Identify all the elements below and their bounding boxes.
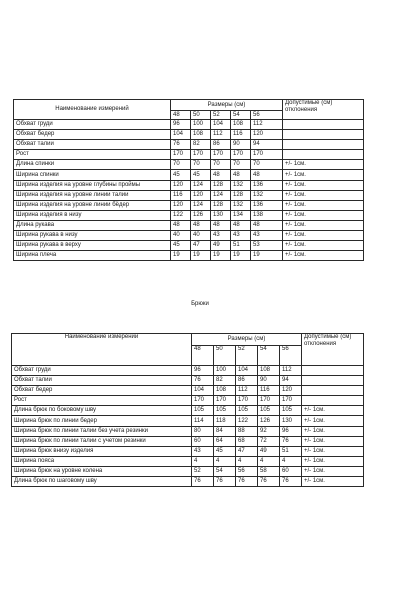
tolerance-value: +/- 1см. bbox=[302, 477, 364, 487]
table-row bbox=[12, 446, 364, 456]
size-value: 48 bbox=[211, 220, 231, 230]
table-row bbox=[14, 140, 364, 150]
size-value: 124 bbox=[191, 180, 211, 190]
size-header: 52 bbox=[236, 346, 258, 366]
size-value: 112 bbox=[280, 366, 302, 376]
measurement-name: Ширина изделия на уровне глубины проймы bbox=[14, 180, 171, 190]
header-name: Наименование измерений bbox=[12, 334, 192, 366]
size-value: 116 bbox=[171, 190, 191, 200]
size-value: 45 bbox=[171, 170, 191, 180]
size-value: 70 bbox=[251, 160, 283, 170]
measurement-name: Обхват бедер bbox=[12, 386, 192, 396]
size-value: 4 bbox=[192, 456, 214, 466]
table-row bbox=[14, 251, 364, 261]
size-value: 48 bbox=[211, 170, 231, 180]
table-row bbox=[14, 200, 364, 210]
size-value: 82 bbox=[191, 140, 211, 150]
size-value: 105 bbox=[236, 406, 258, 416]
size-value: 76 bbox=[280, 436, 302, 446]
size-value: 170 bbox=[231, 150, 251, 160]
size-value: 70 bbox=[171, 160, 191, 170]
tolerance-value: +/- 1см. bbox=[283, 231, 364, 241]
size-value: 120 bbox=[171, 180, 191, 190]
tolerance-value bbox=[283, 150, 364, 160]
size-value: 124 bbox=[211, 190, 231, 200]
size-value: 19 bbox=[251, 251, 283, 261]
measurement-name: Ширина брюк внизу изделия bbox=[12, 446, 192, 456]
measurement-name: Длина брюк по боковому шву bbox=[12, 406, 192, 416]
size-value: 170 bbox=[236, 396, 258, 406]
size-value: 132 bbox=[231, 180, 251, 190]
size-value: 128 bbox=[231, 190, 251, 200]
size-value: 105 bbox=[280, 406, 302, 416]
tolerance-value bbox=[283, 140, 364, 150]
measurement-name: Ширина брюк по линии талии без учета резинки bbox=[12, 426, 192, 436]
size-value: 40 bbox=[191, 231, 211, 241]
size-value: 76 bbox=[192, 477, 214, 487]
size-value: 136 bbox=[251, 200, 283, 210]
size-value: 170 bbox=[280, 396, 302, 406]
tolerance-value: +/- 1см. bbox=[302, 406, 364, 416]
size-value: 130 bbox=[280, 416, 302, 426]
measurement-name: Длина спинки bbox=[14, 160, 171, 170]
size-value: 53 bbox=[251, 241, 283, 251]
measurement-name: Ширина брюк по линии бедер bbox=[12, 416, 192, 426]
size-value: 108 bbox=[231, 120, 251, 130]
size-value: 94 bbox=[251, 140, 283, 150]
tolerance-value bbox=[283, 130, 364, 140]
header-tolerance: Допустимые (см) отклонения bbox=[302, 334, 364, 366]
tolerance-value: +/- 1см. bbox=[283, 241, 364, 251]
size-value: 138 bbox=[251, 210, 283, 220]
size-value: 70 bbox=[191, 160, 211, 170]
size-value: 19 bbox=[231, 251, 251, 261]
table-row bbox=[12, 436, 364, 446]
size-value: 96 bbox=[192, 366, 214, 376]
size-value: 64 bbox=[214, 436, 236, 446]
tolerance-value: +/- 1см. bbox=[302, 446, 364, 456]
size-value: 4 bbox=[214, 456, 236, 466]
measurement-name: Ширина изделия в низу bbox=[14, 210, 171, 220]
size-value: 45 bbox=[171, 241, 191, 251]
tolerance-value: +/- 1см. bbox=[283, 210, 364, 220]
size-value: 105 bbox=[258, 406, 280, 416]
table-row bbox=[14, 220, 364, 230]
tolerance-value: +/- 1см. bbox=[283, 180, 364, 190]
size-value: 170 bbox=[214, 396, 236, 406]
size-value: 90 bbox=[231, 140, 251, 150]
tolerance-value: +/- 1см. bbox=[302, 416, 364, 426]
size-value: 126 bbox=[191, 210, 211, 220]
size-value: 104 bbox=[192, 386, 214, 396]
size-value: 49 bbox=[258, 446, 280, 456]
size-value: 19 bbox=[211, 251, 231, 261]
size-value: 120 bbox=[251, 130, 283, 140]
measurement-name: Ширина рукава в верху bbox=[14, 241, 171, 251]
size-value: 49 bbox=[211, 241, 231, 251]
size-value: 51 bbox=[280, 446, 302, 456]
size-value: 120 bbox=[191, 190, 211, 200]
size-value: 48 bbox=[251, 170, 283, 180]
size-value: 134 bbox=[231, 210, 251, 220]
table-row bbox=[14, 120, 364, 130]
size-value: 132 bbox=[231, 200, 251, 210]
size-value: 128 bbox=[211, 180, 231, 190]
table-row bbox=[12, 456, 364, 466]
table-row bbox=[12, 376, 364, 386]
size-value: 45 bbox=[214, 446, 236, 456]
size-value: 43 bbox=[192, 446, 214, 456]
size-value: 126 bbox=[258, 416, 280, 426]
size-value: 19 bbox=[171, 251, 191, 261]
table-row bbox=[12, 477, 364, 487]
size-value: 4 bbox=[280, 456, 302, 466]
size-value: 94 bbox=[280, 376, 302, 386]
header-name: Наименование измерений bbox=[14, 100, 171, 120]
tolerance-value: +/- 1см. bbox=[283, 170, 364, 180]
size-value: 108 bbox=[191, 130, 211, 140]
table-row bbox=[14, 180, 364, 190]
size-value: 96 bbox=[280, 426, 302, 436]
measurement-name: Обхват груди bbox=[14, 120, 171, 130]
size-value: 170 bbox=[171, 150, 191, 160]
section-title-trousers: Брюки bbox=[191, 301, 209, 307]
size-value: 136 bbox=[251, 180, 283, 190]
tolerance-value: +/- 1см. bbox=[283, 220, 364, 230]
size-value: 112 bbox=[236, 386, 258, 396]
size-value: 90 bbox=[258, 376, 280, 386]
size-value: 70 bbox=[211, 160, 231, 170]
size-value: 48 bbox=[231, 220, 251, 230]
measurement-name: Рост bbox=[12, 396, 192, 406]
size-value: 52 bbox=[192, 466, 214, 476]
table-row bbox=[14, 160, 364, 170]
table-row bbox=[14, 231, 364, 241]
size-value: 112 bbox=[211, 130, 231, 140]
size-value: 76 bbox=[280, 477, 302, 487]
size-value: 48 bbox=[251, 220, 283, 230]
measurement-name: Рост bbox=[14, 150, 171, 160]
table-row bbox=[12, 426, 364, 436]
measurement-name: Ширина брюк по линии талии с учетом резинки bbox=[12, 436, 192, 446]
tolerance-value: +/- 1см. bbox=[302, 466, 364, 476]
size-value: 48 bbox=[171, 220, 191, 230]
size-value: 80 bbox=[192, 426, 214, 436]
table-row bbox=[14, 150, 364, 160]
size-value: 100 bbox=[191, 120, 211, 130]
size-value: 54 bbox=[214, 466, 236, 476]
size-value: 60 bbox=[280, 466, 302, 476]
size-value: 130 bbox=[211, 210, 231, 220]
tolerance-value: +/- 1см. bbox=[283, 251, 364, 261]
size-value: 86 bbox=[211, 140, 231, 150]
tolerance-value bbox=[302, 366, 364, 376]
measurement-name: Обхват талии bbox=[14, 140, 171, 150]
measurement-name: Длина рукава bbox=[14, 220, 171, 230]
size-value: 170 bbox=[191, 150, 211, 160]
size-value: 51 bbox=[231, 241, 251, 251]
size-value: 76 bbox=[171, 140, 191, 150]
size-value: 132 bbox=[251, 190, 283, 200]
size-header: 52 bbox=[211, 111, 231, 120]
table-row bbox=[14, 241, 364, 251]
header-sizes: Размеры (см) bbox=[192, 334, 302, 346]
size-value: 82 bbox=[214, 376, 236, 386]
size-header: 50 bbox=[214, 346, 236, 366]
measurement-name: Ширина изделия на уровне линии талии bbox=[14, 190, 171, 200]
size-value: 96 bbox=[171, 120, 191, 130]
size-value: 122 bbox=[236, 416, 258, 426]
size-value: 76 bbox=[236, 477, 258, 487]
size-value: 48 bbox=[231, 170, 251, 180]
size-header: 54 bbox=[258, 346, 280, 366]
table-row bbox=[14, 210, 364, 220]
size-value: 45 bbox=[191, 170, 211, 180]
size-header: 56 bbox=[251, 111, 283, 120]
size-value: 84 bbox=[214, 426, 236, 436]
table-row bbox=[12, 366, 364, 376]
size-value: 116 bbox=[231, 130, 251, 140]
measurement-name: Ширина пояса bbox=[12, 456, 192, 466]
measurements-table-trousers bbox=[11, 333, 364, 487]
measurement-name: Обхват талии bbox=[12, 376, 192, 386]
size-value: 43 bbox=[251, 231, 283, 241]
measurement-name: Ширина рукава в низу bbox=[14, 231, 171, 241]
tolerance-value bbox=[302, 396, 364, 406]
size-value: 47 bbox=[191, 241, 211, 251]
size-value: 120 bbox=[280, 386, 302, 396]
size-value: 118 bbox=[214, 416, 236, 426]
tolerance-value: +/- 1см. bbox=[302, 426, 364, 436]
header-sizes: Размеры (см) bbox=[171, 100, 283, 111]
measurement-name: Длина брюк по шаговому шву bbox=[12, 477, 192, 487]
size-value: 48 bbox=[191, 220, 211, 230]
size-value: 170 bbox=[211, 150, 231, 160]
size-value: 104 bbox=[236, 366, 258, 376]
size-header: 54 bbox=[231, 111, 251, 120]
tolerance-value bbox=[283, 120, 364, 130]
size-value: 60 bbox=[192, 436, 214, 446]
size-value: 120 bbox=[171, 200, 191, 210]
size-value: 70 bbox=[231, 160, 251, 170]
size-value: 4 bbox=[258, 456, 280, 466]
size-value: 170 bbox=[258, 396, 280, 406]
tolerance-value bbox=[302, 376, 364, 386]
size-value: 43 bbox=[231, 231, 251, 241]
table-row bbox=[12, 396, 364, 406]
size-value: 40 bbox=[171, 231, 191, 241]
size-value: 4 bbox=[236, 456, 258, 466]
size-value: 58 bbox=[258, 466, 280, 476]
size-value: 104 bbox=[211, 120, 231, 130]
size-value: 112 bbox=[251, 120, 283, 130]
measurement-name: Обхват груди bbox=[12, 366, 192, 376]
size-value: 76 bbox=[258, 477, 280, 487]
size-value: 56 bbox=[236, 466, 258, 476]
size-value: 128 bbox=[211, 200, 231, 210]
size-value: 170 bbox=[251, 150, 283, 160]
size-value: 88 bbox=[236, 426, 258, 436]
measurement-name: Обхват бедер bbox=[14, 130, 171, 140]
size-header: 48 bbox=[192, 346, 214, 366]
measurement-name: Ширина плеча bbox=[14, 251, 171, 261]
size-value: 122 bbox=[171, 210, 191, 220]
size-value: 104 bbox=[171, 130, 191, 140]
table-row bbox=[14, 170, 364, 180]
size-value: 68 bbox=[236, 436, 258, 446]
tolerance-value bbox=[302, 386, 364, 396]
size-value: 108 bbox=[214, 386, 236, 396]
tolerance-value: +/- 1см. bbox=[302, 456, 364, 466]
size-value: 19 bbox=[191, 251, 211, 261]
table-row bbox=[14, 190, 364, 200]
tolerance-value: +/- 1см. bbox=[283, 160, 364, 170]
tolerance-value: +/- 1см. bbox=[283, 190, 364, 200]
size-header: 50 bbox=[191, 111, 211, 120]
size-value: 124 bbox=[191, 200, 211, 210]
table-row bbox=[12, 416, 364, 426]
size-value: 116 bbox=[258, 386, 280, 396]
size-value: 43 bbox=[211, 231, 231, 241]
size-header: 48 bbox=[171, 111, 191, 120]
header-tolerance: Допустимые (см) отклонения bbox=[283, 100, 364, 120]
measurements-table-top bbox=[13, 99, 364, 261]
size-header: 56 bbox=[280, 346, 302, 366]
size-value: 92 bbox=[258, 426, 280, 436]
tolerance-value: +/- 1см. bbox=[283, 200, 364, 210]
size-value: 76 bbox=[214, 477, 236, 487]
size-value: 108 bbox=[258, 366, 280, 376]
measurement-name: Ширина изделия на уровне линии бёдер bbox=[14, 200, 171, 210]
measurement-name: Ширина спинки bbox=[14, 170, 171, 180]
size-value: 86 bbox=[236, 376, 258, 386]
table-row bbox=[12, 406, 364, 416]
tolerance-value: +/- 1см. bbox=[302, 436, 364, 446]
size-value: 76 bbox=[192, 376, 214, 386]
size-value: 47 bbox=[236, 446, 258, 456]
table-row bbox=[14, 130, 364, 140]
size-value: 72 bbox=[258, 436, 280, 446]
size-value: 170 bbox=[192, 396, 214, 406]
size-value: 105 bbox=[214, 406, 236, 416]
size-value: 100 bbox=[214, 366, 236, 376]
measurement-name: Ширина брюк на уровне колена bbox=[12, 466, 192, 476]
size-value: 105 bbox=[192, 406, 214, 416]
table-row bbox=[12, 466, 364, 476]
table-row bbox=[12, 386, 364, 396]
size-value: 114 bbox=[192, 416, 214, 426]
